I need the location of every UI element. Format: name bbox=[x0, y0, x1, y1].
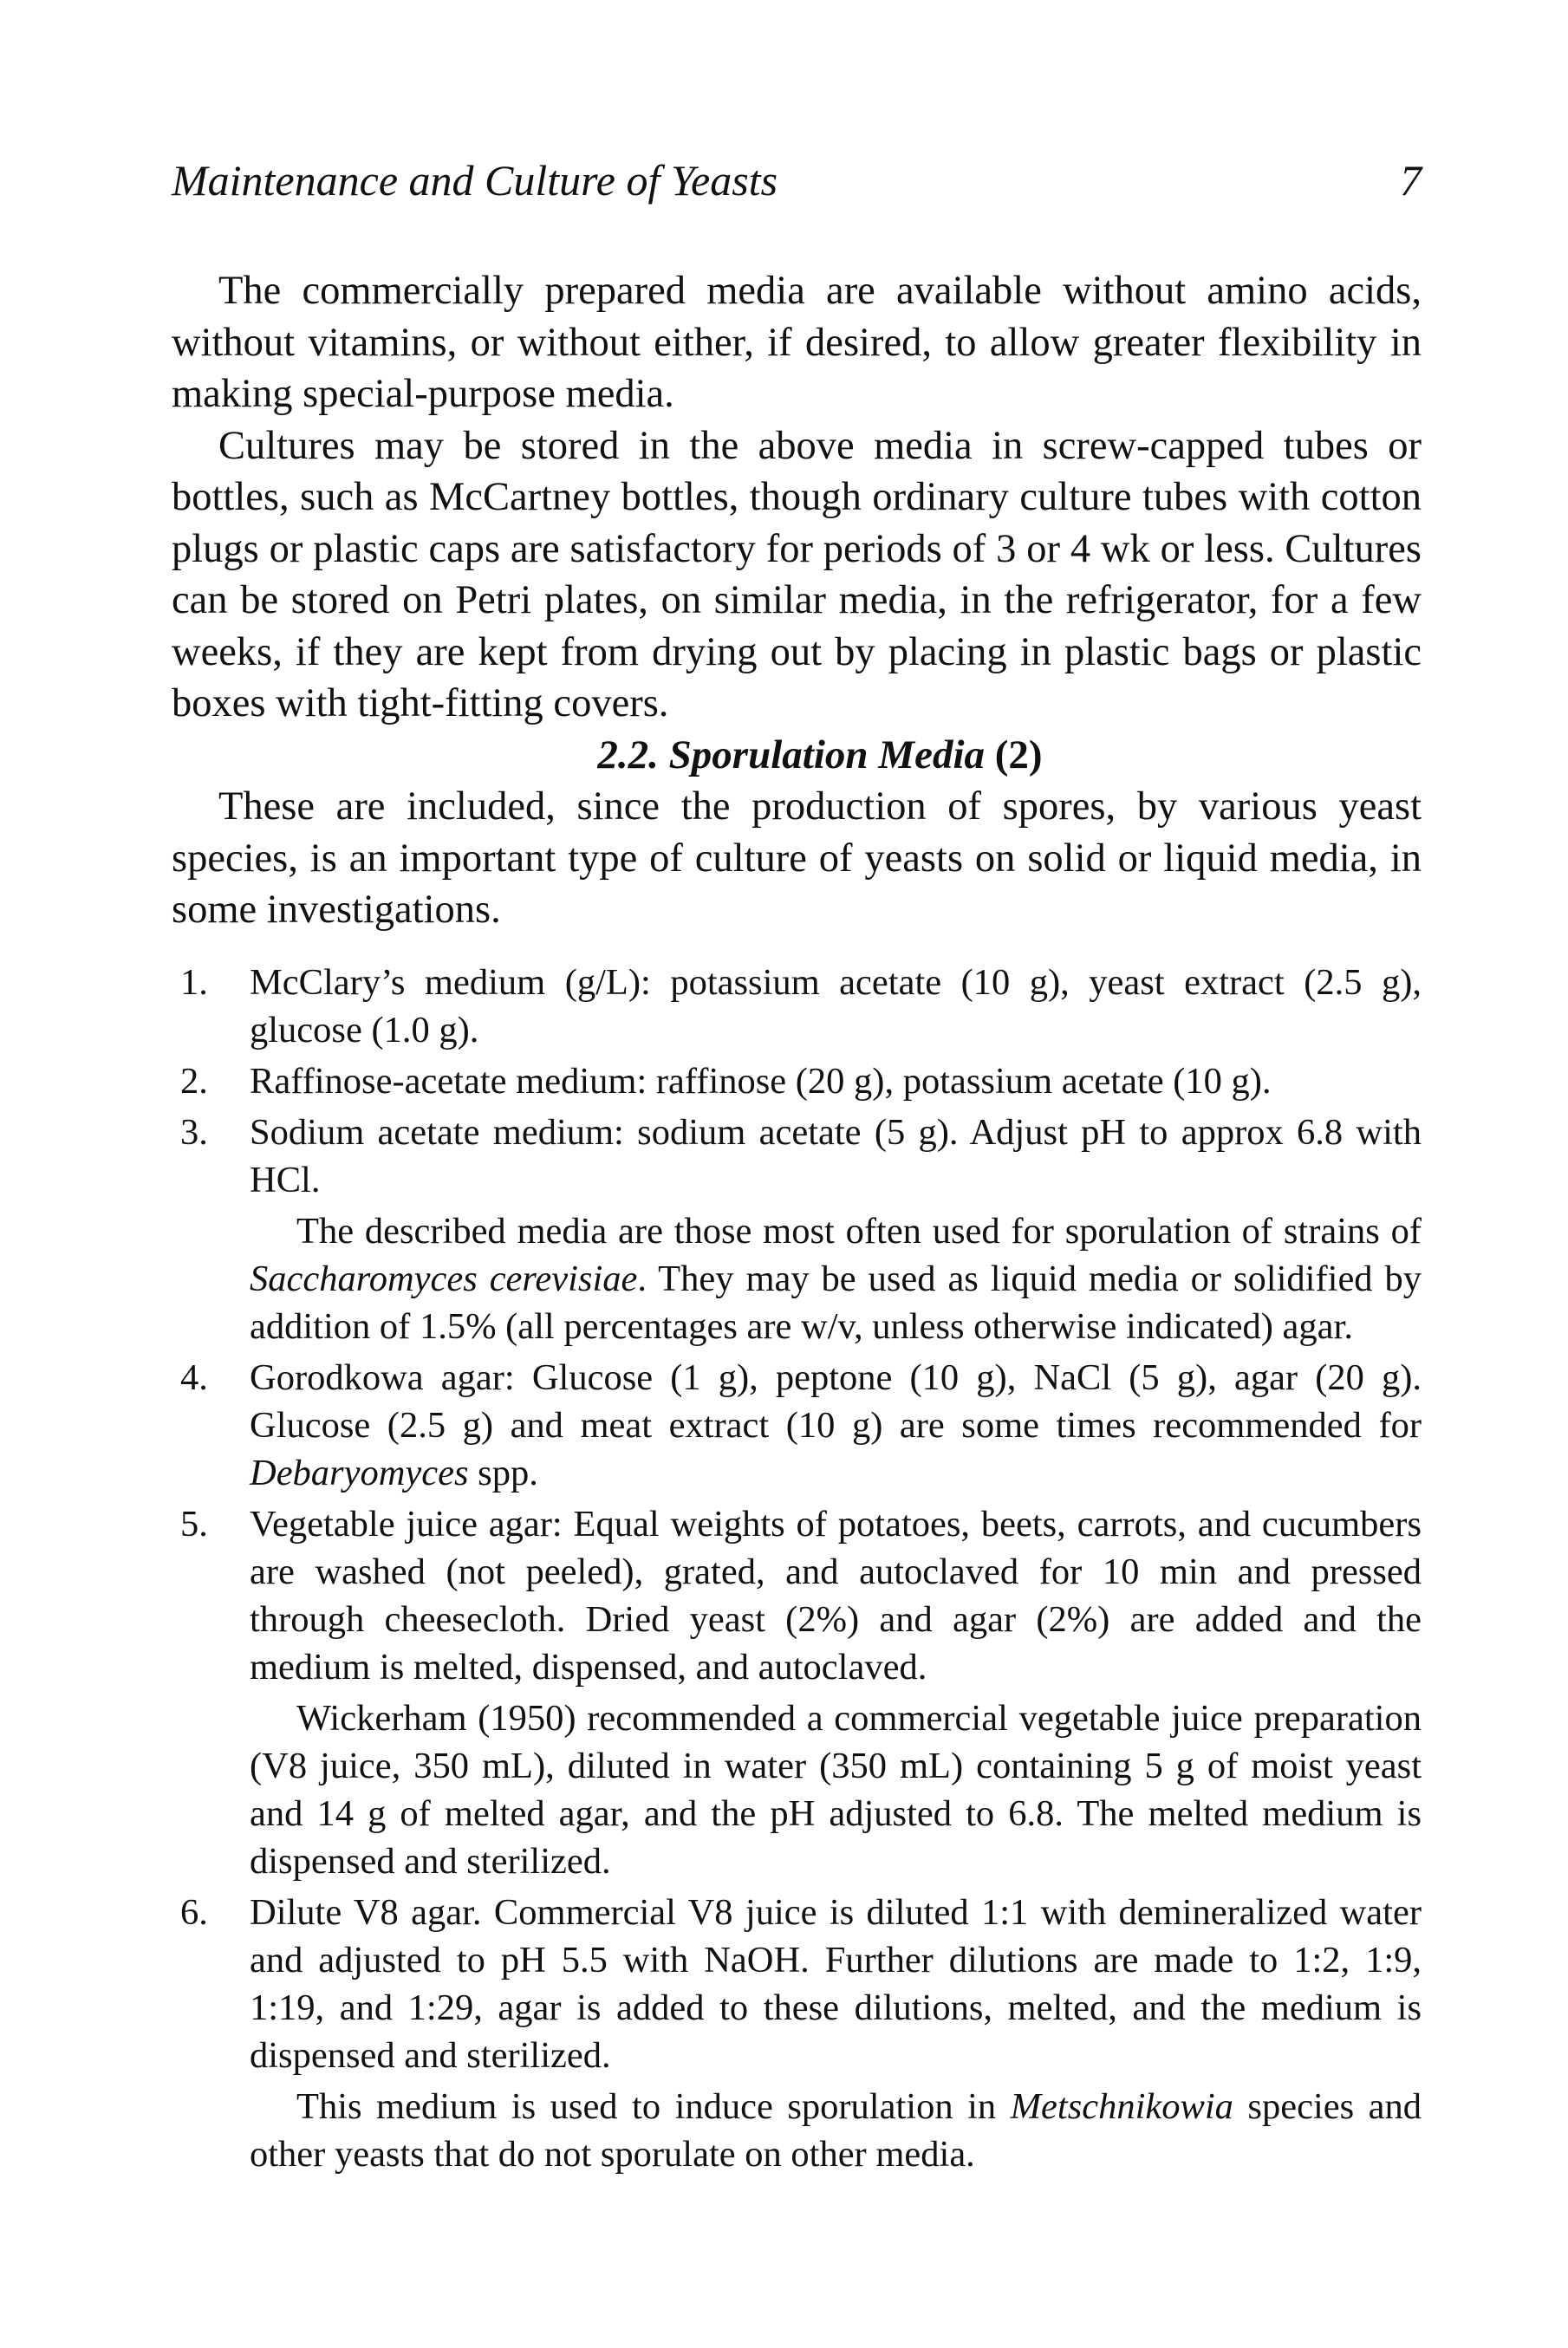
section-intro: These are included, since the production of spores, by various yeast species, is an important type of culture of yeasts on solid or liquid media, in some investigations. bbox=[172, 784, 1422, 932]
paragraph-culture-storage: Cultures may be stored in the above media in screw-capped tubes or bottles, such as McCartney bottles, though ordinary culture tubes with cotton plugs or plastic caps are satisfactory for periods of 3 or 4 wk or less. Cultures can be stored on Petri plates, on similar media, in the refrigerator, for a few weeks, if they are kept from drying out by placing in plastic bags or plastic boxes with tight-fitting covers. bbox=[172, 423, 1422, 725]
note-text-start: The described media are those most often used for sporulation of strains of bbox=[296, 1210, 1422, 1252]
list-item-note: Wickerham (1950) recommended a commercial vegetable juice preparation (V8 juice, 350 mL), diluted in water (350 mL) containing 5 g of moist yeast and 14 g of melted agar, and the pH adjusted to 6.8. The melted medium is dispensed and sterilized. bbox=[250, 1697, 1422, 1882]
list-item bbox=[172, 959, 1422, 1054]
list-item-text-tail: spp. bbox=[468, 1452, 538, 1493]
list-item-number: 3. bbox=[180, 1111, 208, 1153]
genus-name: Debaryomyces bbox=[250, 1452, 469, 1493]
section-heading bbox=[172, 730, 1422, 782]
list-item-note bbox=[250, 1207, 1422, 1350]
list-item-number: 4. bbox=[180, 1356, 208, 1398]
paragraph-media-availability: The commercially prepared media are available without amino acids, without vitamins, or without either, if desired, to allow greater flexibility in making special-purpose media. bbox=[172, 269, 1422, 416]
section-title: Sporulation Media bbox=[668, 732, 986, 777]
page-number: 7 bbox=[1400, 156, 1422, 205]
media-list bbox=[172, 959, 1422, 2178]
list-item bbox=[172, 1500, 1422, 1885]
list-item-number: 6. bbox=[180, 1891, 208, 1933]
note-text-end: species and other yeasts that do not sporulate on other media. bbox=[250, 2085, 1422, 2175]
list-item-text: Vegetable juice agar: Equal weights of potatoes, beets, carrots, and cucumbers are washed (not peeled), grated, and autoclaved for 10 min and pressed through cheesecloth. Dried yeast (2%) and agar (2%) are added and the medium is melted, dispensed, and autoclaved. bbox=[250, 1503, 1422, 1688]
list-item-text: Dilute V8 agar. Commercial V8 juice is diluted 1:1 with demineralized water and adjusted to pH 5.5 with NaOH. Further dilutions are made to 1:2, 1:9, 1:19, and 1:29, agar is added to these dilutions, melted, and the medium is dispensed and sterilized. bbox=[250, 1891, 1422, 2076]
list-item-text: Gorodkowa agar: Glucose (1 g), peptone (10 g), NaCl (5 g), agar (20 g). Glucose (2.5 g) and meat extract (10 g) are some times recommended for bbox=[250, 1356, 1422, 1446]
section-reference: (2) bbox=[994, 732, 1043, 777]
species-name: Saccharomyces cerevisiae bbox=[250, 1258, 638, 1299]
running-title: Maintenance and Culture of Yeasts bbox=[172, 156, 778, 205]
page-body bbox=[172, 265, 1422, 2182]
genus-name: Metschnikowia bbox=[1010, 2085, 1233, 2127]
list-item-number: 5. bbox=[180, 1503, 208, 1545]
running-header bbox=[172, 154, 1422, 206]
list-item bbox=[172, 1057, 1422, 1105]
list-item-note bbox=[250, 2083, 1422, 2178]
section-number: 2.2. bbox=[597, 732, 659, 777]
note-text-end: . They may be used as liquid media or solidified by addition of 1.5% (all percentages are w/v, unless otherwise indicated) agar. bbox=[250, 1258, 1422, 1347]
list-item-text: McClary’s medium (g/L): potassium acetate (10 g), yeast extract (2.5 g), glucose (1.0 g). bbox=[250, 961, 1422, 1050]
note-text-start: This medium is used to induce sporulation in bbox=[296, 2085, 1011, 2127]
list-item bbox=[172, 1109, 1422, 1350]
list-item bbox=[172, 1354, 1422, 1497]
list-item-number: 1. bbox=[180, 961, 208, 1003]
list-item-text: Raffinose-acetate medium: raffinose (20 g), potassium acetate (10 g). bbox=[250, 1060, 1272, 1102]
list-item-text: Sodium acetate medium: sodium acetate (5 g). Adjust pH to approx 6.8 with HCl. bbox=[250, 1111, 1422, 1200]
list-item-number: 2. bbox=[180, 1060, 208, 1102]
list-item-text-wrap bbox=[250, 1354, 1422, 1497]
list-item bbox=[172, 1889, 1422, 2178]
